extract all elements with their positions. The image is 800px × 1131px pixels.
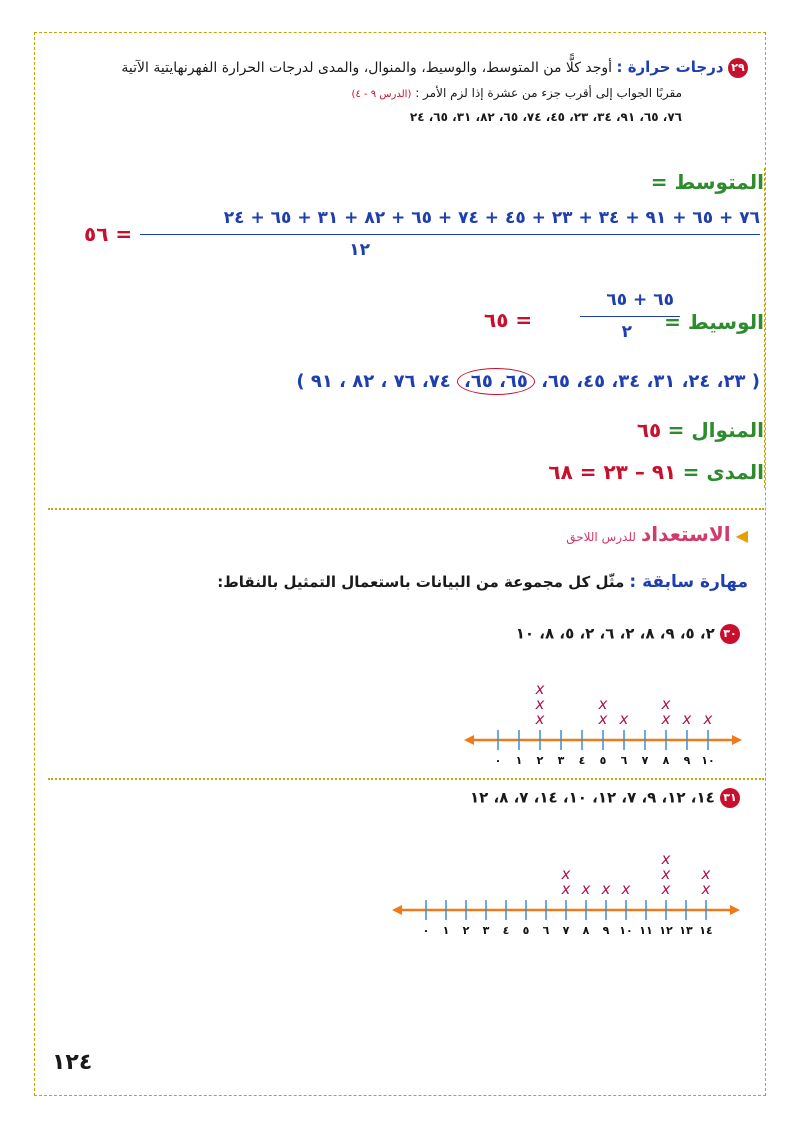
axis-tick-label: ١ <box>515 754 523 767</box>
axis-tick-label: ٨ <box>662 754 670 767</box>
dot-plot-mark: x <box>661 710 671 728</box>
dot-plot-mark: x <box>661 695 671 713</box>
median-fraction-bar <box>580 316 680 317</box>
dot-plot-mark: x <box>535 695 545 713</box>
mean-numerator: ٧٦ + ٦٥ + ٩١ + ٣٤ + ٢٣ + ٤٥ + ٧٤ + ٦٥ + ٨٢ + ٣١ + ٦٥ + ٢٤ <box>223 208 760 228</box>
axis-tick-label: ٧ <box>562 924 570 937</box>
dot-plot-31 <box>390 832 750 962</box>
page-number: ١٢٤ <box>52 1050 93 1075</box>
axis-tick-label: ٤ <box>578 754 586 767</box>
axis-tick-label: ٠ <box>494 754 502 767</box>
dot-plot-mark: x <box>581 880 591 898</box>
problem-29-header <box>121 58 748 78</box>
axis-tick-label: ٦ <box>542 924 550 937</box>
arrow-right-icon <box>732 735 742 745</box>
preparation-title: الاستعداد <box>641 522 731 546</box>
median-denominator: ٢ <box>621 322 632 342</box>
axis-tick-label: ١٠ <box>619 924 633 937</box>
problem-title: درجات حرارة : <box>616 58 724 76</box>
arrow-left-icon <box>464 735 474 745</box>
section-separator <box>48 778 764 780</box>
ordered-open-paren: ( <box>751 371 760 392</box>
range-label: المدى = <box>682 460 764 484</box>
mode-value: ٦٥ <box>636 418 662 442</box>
axis-tick-label: ٥ <box>522 924 530 937</box>
problem-number-badge: ٢٩ <box>728 58 748 78</box>
axis-tick-label: ٧ <box>641 754 649 767</box>
dot-plot-mark: x <box>601 880 611 898</box>
dot-plot-mark: x <box>535 680 545 698</box>
ordered-data <box>296 368 760 395</box>
axis-tick-label: ٢ <box>462 924 470 937</box>
problem-31-header <box>470 788 740 808</box>
problem-30-data: ٢، ٥، ٩، ٨، ٢، ٦، ٢، ٥، ٨، ١٠ <box>515 624 715 643</box>
ordered-after: ٧٤، ٧٦ ، ٨٢ ، ٩١ <box>310 371 451 392</box>
dot-plot-mark: x <box>661 880 671 898</box>
mean-denominator: ١٢ <box>349 240 370 260</box>
range-expression: ٩١ – ٢٣ = ٦٨ <box>548 460 677 484</box>
axis-tick-label: ٩ <box>683 754 691 767</box>
triangle-marker-icon: ◀ <box>735 526 748 545</box>
mode-label: المنوال = <box>667 418 764 442</box>
problem-text-line-2: مقربًا الجواب إلى أقرب جزء من عشرة إذا لزم الأمر : <box>415 86 682 100</box>
problem-30-header <box>516 624 740 644</box>
median-result: = ٦٥ <box>484 308 533 332</box>
preparation-header <box>566 522 748 546</box>
problem-29-data: ٧٦، ٦٥، ٩١، ٣٤، ٢٣، ٤٥، ٧٤، ٦٥، ٨٢، ٣١، ٦٥، ٢٤ <box>409 110 682 124</box>
median-numerator: ٦٥ + ٦٥ <box>606 290 674 310</box>
mean-fraction-bar <box>140 234 760 235</box>
range-line <box>548 460 764 484</box>
ordered-before: ٢٣، ٢٤، ٣١، ٣٤، ٤٥، ٦٥، <box>541 371 746 392</box>
axis-tick-label: ١٠ <box>701 754 715 767</box>
dot-plot-mark: x <box>619 710 629 728</box>
prior-skill-label: مهارة سابقة : <box>629 572 748 592</box>
dot-plot-mark: x <box>701 865 711 883</box>
dot-plot-mark: x <box>561 865 571 883</box>
dot-plot-mark: x <box>561 880 571 898</box>
ordered-circled-middle: ٦٥، ٦٥، <box>457 368 535 395</box>
arrow-left-icon <box>392 905 402 915</box>
axis-tick-label: ٣ <box>482 924 490 937</box>
dot-plot-mark: x <box>701 880 711 898</box>
problem-text-line-1: أوجد كلًّا من المتوسط، والوسيط، والمنوال، والمدى لدرجات الحرارة الفهرنهايتية الآتية <box>121 60 613 76</box>
problem-number-badge: ٣٠ <box>720 624 740 644</box>
dot-plot-mark: x <box>661 865 671 883</box>
prior-skill-text: مثّل كل مجموعة من البيانات باستعمال التمثيل بالنقاط: <box>217 573 625 591</box>
axis-tick-label: ٠ <box>422 924 430 937</box>
dot-plot-mark: x <box>703 710 713 728</box>
median-label: الوسيط = <box>664 310 764 334</box>
dot-plot-30 <box>460 660 750 780</box>
axis-tick-label: ٨ <box>582 924 590 937</box>
axis-tick-label: ١٣ <box>679 924 693 937</box>
dot-plot-mark: x <box>598 710 608 728</box>
axis-tick-label: ٩ <box>602 924 610 937</box>
prior-skill <box>217 572 748 592</box>
axis-tick-label: ١ <box>442 924 450 937</box>
problem-31-data: ١٤، ١٢، ٩، ٧، ١٢، ١٠، ١٤، ٧، ٨، ١٢ <box>469 788 715 807</box>
axis-tick-label: ٢ <box>536 754 544 767</box>
ordered-close-paren: ) <box>296 371 305 392</box>
axis-tick-label: ٤ <box>502 924 510 937</box>
lesson-reference: (الدرس ٩ - ٤) <box>351 89 412 100</box>
axis-tick-label: ١٢ <box>659 924 673 937</box>
mode-line <box>637 418 764 442</box>
problem-number-badge: ٣١ <box>720 788 740 808</box>
mean-result: = ٥٦ <box>84 222 133 246</box>
dot-plot-mark: x <box>598 695 608 713</box>
dot-plot-mark: x <box>682 710 692 728</box>
problem-29-line-2 <box>352 86 682 100</box>
dot-plot-mark: x <box>661 850 671 868</box>
section-separator <box>48 508 764 510</box>
axis-tick-label: ٦ <box>620 754 628 767</box>
dot-plot-mark: x <box>535 710 545 728</box>
mean-label: المتوسط = <box>650 170 764 194</box>
axis-tick-label: ١٤ <box>699 924 713 937</box>
axis-tick-label: ٣ <box>557 754 565 767</box>
dot-plot-mark: x <box>621 880 631 898</box>
answer-margin-line <box>764 168 765 488</box>
preparation-subtitle: للدرس اللاحق <box>566 530 636 544</box>
arrow-right-icon <box>730 905 740 915</box>
axis-tick-label: ٥ <box>599 754 607 767</box>
axis-tick-label: ١١ <box>639 924 653 937</box>
